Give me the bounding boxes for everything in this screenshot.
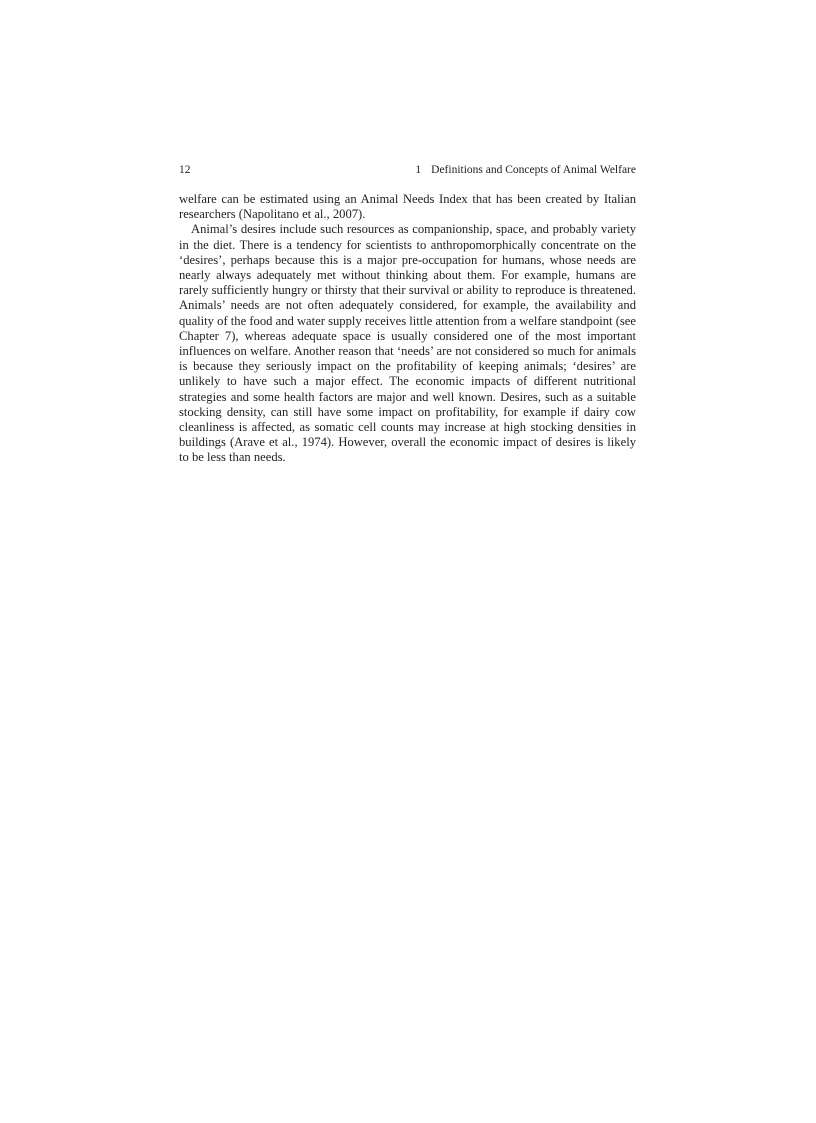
chapter-number: 1	[415, 164, 422, 176]
page-number: 12	[179, 164, 191, 176]
chapter-title: Definitions and Concepts of Animal Welfare	[431, 164, 636, 176]
body-text	[179, 192, 636, 466]
running-head	[179, 163, 636, 177]
chapter-heading	[415, 163, 636, 177]
book-page	[179, 163, 636, 466]
paragraph-continued: welfare can be estimated using an Animal Needs Index that has been created by Italian researchers (Napolitano et al., 2007).	[179, 192, 636, 222]
paragraph-desires: Animal’s desires include such resources as companionship, space, and probably variety in the diet. There is a tendency for scientists to anthropomorphically concentrate on the ‘desires’, perhaps because this is a major pre-occupation for humans, whose needs are nearly always adequately met without thinking about them. For example, humans are rarely sufficiently hungry or thirsty that their survival or ability to reproduce is threatened. Animals’ needs are not often adequately considered, for example, the availability and quality of the food and water supply receives little attention from a welfare standpoint (see Chapter 7), whereas adequate space is usually considered one of the most important influences on welfare. Another reason that ‘needs’ are not considered so much for animals is because they seriously impact on the profitability of keeping animals; ‘desires’ are unlikely to have such a major effect. The economic impacts of different nutritional strategies and some health factors are major and well known. Desires, such as a suitable stocking density, can still have some impact on profitability, for example if dairy cow cleanliness is affected, as somatic cell counts may increase at high stocking densities in buildings (Arave et al., 1974). However, overall the economic impact of desires is likely to be less than needs.	[179, 222, 636, 465]
